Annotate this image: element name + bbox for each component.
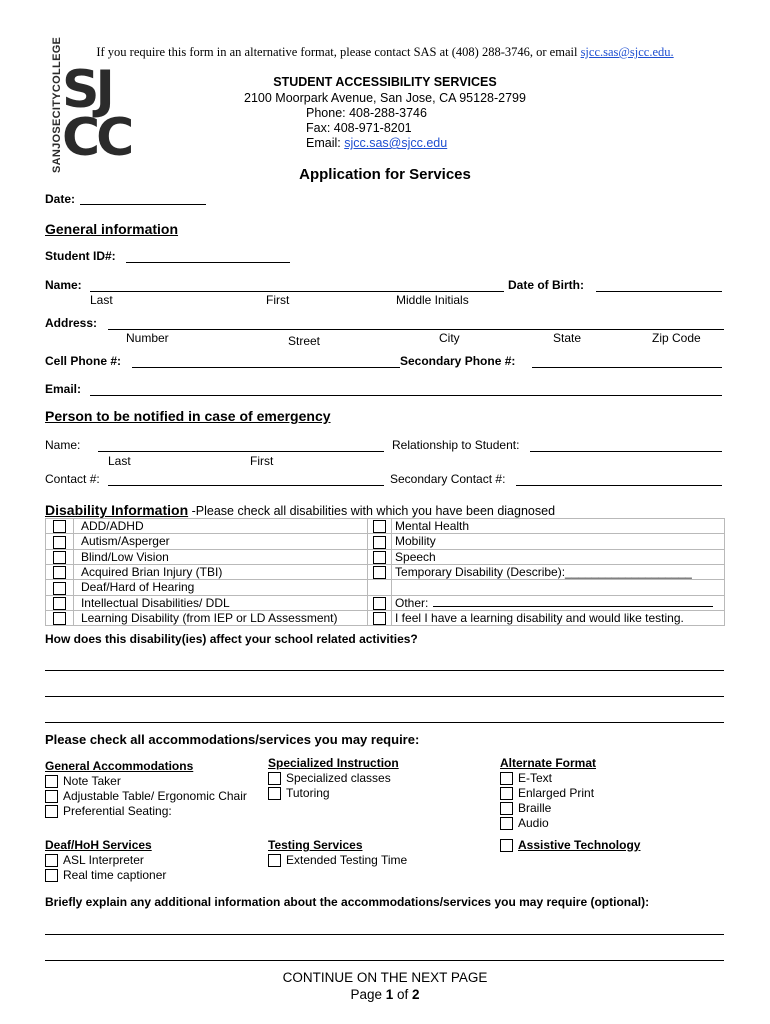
disability-right-check-cell <box>368 610 392 625</box>
specialized-label: Tutoring <box>286 786 330 800</box>
office-name: STUDENT ACCESSIBILITY SERVICES <box>273 75 497 89</box>
disability-right-label: Temporary Disability (Describe):___________________ <box>392 564 725 579</box>
page-current: 1 <box>385 987 394 1002</box>
general-accom-checkbox[interactable] <box>45 805 58 818</box>
disability-left-check-cell <box>46 519 74 534</box>
name-first-caption: First <box>266 293 290 307</box>
other-field[interactable] <box>433 596 713 607</box>
disability-checkbox[interactable] <box>53 551 66 564</box>
logo-vertical-text: SANJOSECITYCOLLEGE <box>51 36 63 173</box>
disability-checkbox[interactable] <box>373 536 386 549</box>
cell-phone-label: Cell Phone #: <box>45 354 122 368</box>
disability-table <box>45 518 725 626</box>
accommodations-heading: Please check all accommodations/services you may require: <box>45 732 420 747</box>
alt-format-notice <box>0 45 770 60</box>
disability-checkbox[interactable] <box>373 597 386 610</box>
disability-right-label <box>392 580 725 595</box>
alternate-checkbox[interactable] <box>500 787 513 800</box>
disability-right-label: Mobility <box>392 534 725 549</box>
secondary-contact-field[interactable] <box>516 485 722 486</box>
disability-instruction: -Please check all disabilities with which you have been diagnosed <box>191 504 556 518</box>
logo-sj: SJ <box>62 60 111 120</box>
disability-row <box>46 564 725 579</box>
general-accom-label: Note Taker <box>63 774 121 788</box>
testing-title: Testing Services <box>268 838 363 852</box>
disability-checkbox[interactable] <box>53 536 66 549</box>
disability-right-check-cell <box>368 534 392 549</box>
notice-text: If you require this form in an alternative format, please contact SAS at (408) 288-3746, or email <box>96 45 578 59</box>
disability-left-label: ADD/ADHD <box>73 519 367 534</box>
disability-right-label: I feel I have a learning disability and would like testing. <box>392 610 725 625</box>
disability-left-label: Deaf/Hard of Hearing <box>73 580 367 595</box>
alternate-label: Audio <box>518 816 549 830</box>
disability-checkbox[interactable] <box>373 612 386 625</box>
logo-cc: CC <box>62 108 131 168</box>
name-field[interactable] <box>90 291 504 292</box>
form-title: Application for Services <box>299 166 471 183</box>
emergency-last-caption: Last <box>108 454 131 468</box>
name-middle-caption: Middle Initials <box>396 293 469 307</box>
disability-left-check-cell <box>46 595 74 610</box>
dob-label: Date of Birth: <box>508 278 584 292</box>
disability-left-label: Blind/Low Vision <box>73 549 367 564</box>
disability-question: How does this disability(ies) affect your school related activities? <box>45 632 418 646</box>
alternate-label: Braille <box>518 801 552 815</box>
relationship-label: Relationship to Student: <box>392 438 520 452</box>
general-accom-checkbox[interactable] <box>45 775 58 788</box>
emergency-first-caption: First <box>250 454 274 468</box>
disability-row <box>46 610 725 625</box>
date-field[interactable] <box>80 204 206 205</box>
disability-row <box>46 595 725 610</box>
address-city-caption: City <box>439 331 460 345</box>
disability-left-label: Acquired Brian Injury (TBI) <box>73 564 367 579</box>
address-number-caption: Number <box>126 331 169 345</box>
disability-right-check-cell <box>368 549 392 564</box>
address-label: Address: <box>45 316 98 330</box>
specialized-label: Specialized classes <box>286 771 391 785</box>
disability-right-check-cell <box>368 580 392 595</box>
office-email-label: Email: <box>306 136 341 150</box>
explain-question: Briefly explain any additional information about the accommodations/services you may require (optional): <box>45 895 650 909</box>
testing-checkbox[interactable] <box>268 854 281 867</box>
secondary-phone-label: Secondary Phone #: <box>400 354 516 368</box>
deaf-label: ASL Interpreter <box>63 853 144 867</box>
page-of-word: of <box>397 987 409 1002</box>
office-contact <box>306 106 447 151</box>
general-accom-title: General Accommodations <box>45 759 194 773</box>
disability-left-check-cell <box>46 610 74 625</box>
student-id-label: Student ID#: <box>45 249 116 263</box>
disability-left-label: Intellectual Disabilities/ DDL <box>73 595 367 610</box>
disability-right-label: Speech <box>392 549 725 564</box>
notice-email-link[interactable]: sjcc.sas@sjcc.edu. <box>580 45 674 59</box>
alternate-checkbox[interactable] <box>500 802 513 815</box>
office-phone: Phone: 408-288-3746 <box>306 106 427 120</box>
email-field[interactable] <box>90 395 722 396</box>
alternate-label: E-Text <box>518 771 553 785</box>
continue-note: CONTINUE ON THE NEXT PAGE <box>282 970 488 985</box>
other-label: Other: <box>395 595 429 610</box>
name-label: Name: <box>45 278 82 292</box>
contact-label: Contact #: <box>45 472 100 486</box>
general-accom-checkbox[interactable] <box>45 790 58 803</box>
disability-heading: Disability Information <box>45 502 189 518</box>
disability-checkbox[interactable] <box>53 566 66 579</box>
disability-checkbox[interactable] <box>373 520 386 533</box>
disability-answer-line-2[interactable] <box>45 696 724 697</box>
disability-answer-line-1[interactable] <box>45 670 724 671</box>
disability-left-check-cell <box>46 580 74 595</box>
student-id-field[interactable] <box>126 262 290 263</box>
disability-left-check-cell <box>46 564 74 579</box>
specialized-checkbox[interactable] <box>268 772 281 785</box>
contact-field[interactable] <box>108 485 384 486</box>
disability-left-check-cell <box>46 534 74 549</box>
page-number <box>0 987 770 1002</box>
disability-row <box>46 519 725 534</box>
disability-answer-line-3[interactable] <box>45 722 724 723</box>
cell-phone-field[interactable] <box>132 367 400 368</box>
assistive-checkbox[interactable] <box>500 839 513 852</box>
address-zip-caption: Zip Code <box>652 331 701 345</box>
deaf-checkbox[interactable] <box>45 854 58 867</box>
disability-row <box>46 549 725 564</box>
deaf-checkbox[interactable] <box>45 869 58 882</box>
disability-left-label: Autism/Asperger <box>73 534 367 549</box>
disability-checkbox[interactable] <box>53 597 66 610</box>
disability-right-check-cell <box>368 595 392 610</box>
office-email-link[interactable]: sjcc.sas@sjcc.edu <box>344 136 448 150</box>
address-state-caption: State <box>553 331 582 345</box>
disability-right-check-cell <box>368 519 392 534</box>
emergency-name-field[interactable] <box>98 451 384 452</box>
explain-answer-line-1[interactable] <box>45 934 724 935</box>
disability-heading-row <box>45 502 555 518</box>
disability-row <box>46 534 725 549</box>
address-field[interactable] <box>108 329 724 330</box>
disability-right-label: Mental Health <box>392 519 725 534</box>
deaf-label: Real time captioner <box>63 868 167 882</box>
specialized-title: Specialized Instruction <box>268 756 399 770</box>
disability-right-label <box>392 595 725 610</box>
disability-left-label: Learning Disability (from IEP or LD Assessment) <box>73 610 367 625</box>
disability-checkbox[interactable] <box>53 612 66 625</box>
office-address: 2100 Moorpark Avenue, San Jose, CA 95128-2799 <box>244 91 526 105</box>
office-fax: Fax: 408-971-8201 <box>306 121 412 135</box>
secondary-contact-label: Secondary Contact #: <box>390 472 506 486</box>
disability-checkbox[interactable] <box>53 520 66 533</box>
deaf-title: Deaf/HoH Services <box>45 838 152 852</box>
date-label: Date: <box>45 192 76 206</box>
sjcc-logo <box>40 36 140 173</box>
disability-checkbox[interactable] <box>53 582 66 595</box>
assistive-label: Assistive Technology <box>518 838 641 852</box>
name-last-caption: Last <box>90 293 113 307</box>
address-street-caption: Street <box>288 334 321 348</box>
dob-field[interactable] <box>596 291 722 292</box>
alternate-title: Alternate Format <box>500 756 597 770</box>
general-accom-label: Preferential Seating: <box>63 804 172 818</box>
disability-checkbox[interactable] <box>373 551 386 564</box>
disability-checkbox[interactable] <box>373 566 386 579</box>
explain-answer-line-2[interactable] <box>45 960 724 961</box>
specialized-checkbox[interactable] <box>268 787 281 800</box>
alternate-checkbox[interactable] <box>500 772 513 785</box>
page-total: 2 <box>412 987 420 1002</box>
disability-row <box>46 580 725 595</box>
alternate-label: Enlarged Print <box>518 786 595 800</box>
secondary-phone-field[interactable] <box>532 367 722 368</box>
office-email <box>306 136 447 151</box>
disability-right-check-cell <box>368 564 392 579</box>
emergency-heading: Person to be notified in case of emergency <box>45 408 331 424</box>
alternate-checkbox[interactable] <box>500 817 513 830</box>
disability-left-check-cell <box>46 549 74 564</box>
page-word: Page <box>350 987 382 1002</box>
general-accom-label: Adjustable Table/ Ergonomic Chair <box>63 789 247 803</box>
email-label: Email: <box>45 382 82 396</box>
relationship-field[interactable] <box>530 451 722 452</box>
general-heading: General information <box>45 221 179 237</box>
emergency-name-label: Name: <box>45 438 81 452</box>
testing-label: Extended Testing Time <box>286 853 408 867</box>
